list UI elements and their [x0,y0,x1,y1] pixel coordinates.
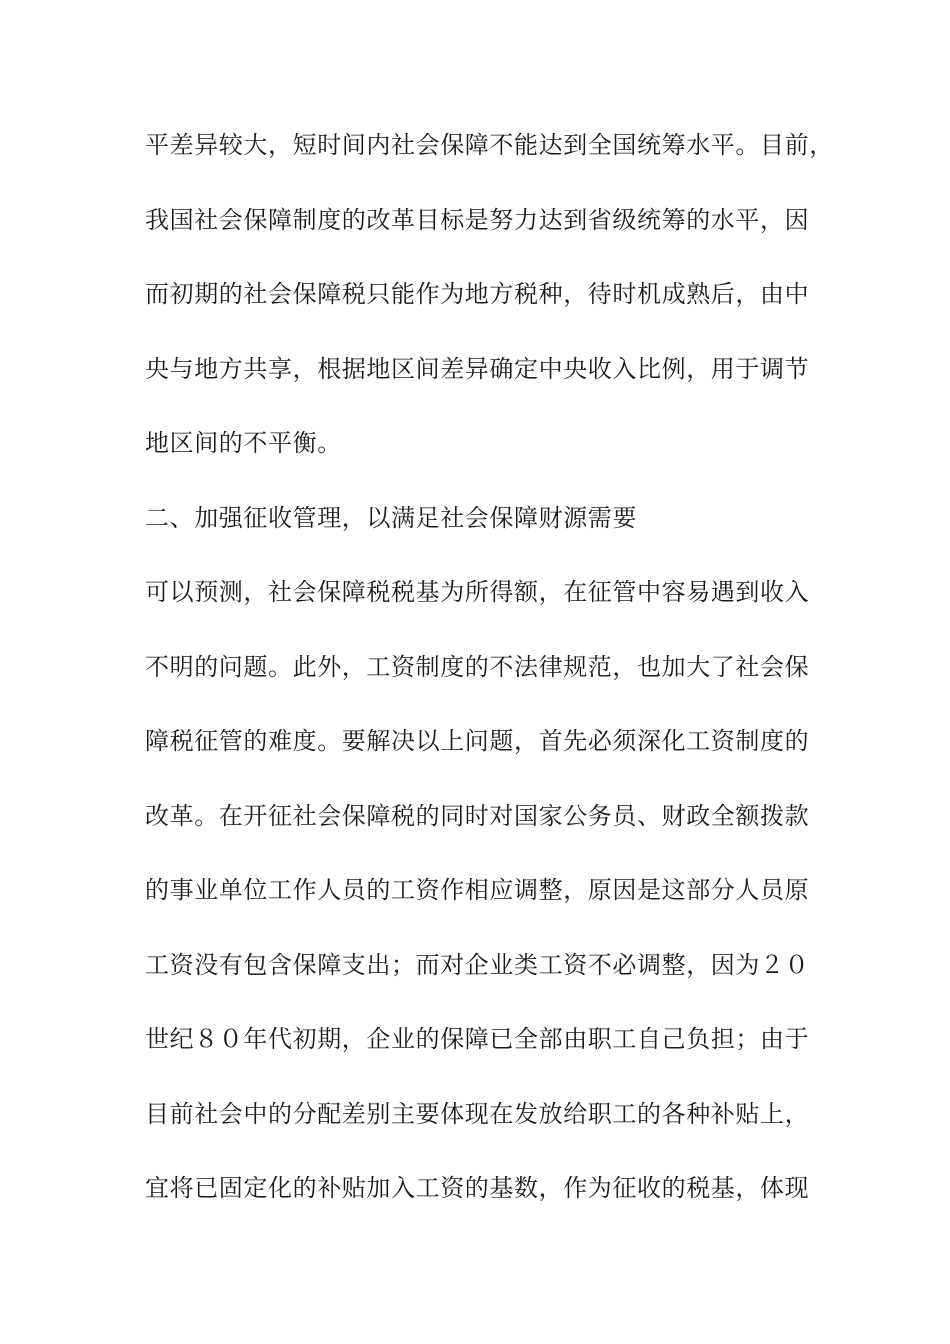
body-line-5: 地区间的不平衡。 [145,429,342,457]
document-body [145,130,845,1248]
body-line-13: 世纪８０年代初期，企业的保障已全部由职工自己负担；由于 [145,1025,810,1053]
body-line-2: 我国社会保障制度的改革目标是努力达到省级统筹的水平，因 [145,205,810,234]
body-line-4: 央与地方共享，根据地区间差异确定中央收入比例，用于调节 [145,354,810,383]
body-line-7: 可以预测，社会保障税税基为所得额，在征管中容易遇到收入 [145,578,810,606]
body-line-15: 宜将已固定化的补贴加入工资的基数，作为征收的税基，体现 [145,1174,810,1202]
body-line-11: 的事业单位工作人员的工资作相应调整，原因是这部分人员原 [145,876,810,904]
body-line-1: 平差异较大，短时间内社会保障不能达到全国统筹水平。目前， [145,131,834,159]
body-line-8: 不明的问题。此外，工资制度的不法律规范，也加大了社会保 [145,652,810,681]
body-line-3: 而初期的社会保障税只能作为地方税种，待时机成熟后，由中 [145,280,810,308]
body-line-14: 目前社会中的分配差别主要体现在发放给职工的各种补贴上， [145,1099,810,1128]
section-heading: 二、加强征收管理，以满足社会保障财源需要 [145,503,637,532]
body-line-9: 障税征管的难度。要解决以上问题，首先必须深化工资制度的 [145,727,810,755]
body-line-12: 工资没有包含保障支出；而对企业类工资不必调整，因为２０ [145,950,810,979]
body-line-10: 改革。在开征社会保障税的同时对国家公务员、财政全额拨款 [145,801,810,830]
